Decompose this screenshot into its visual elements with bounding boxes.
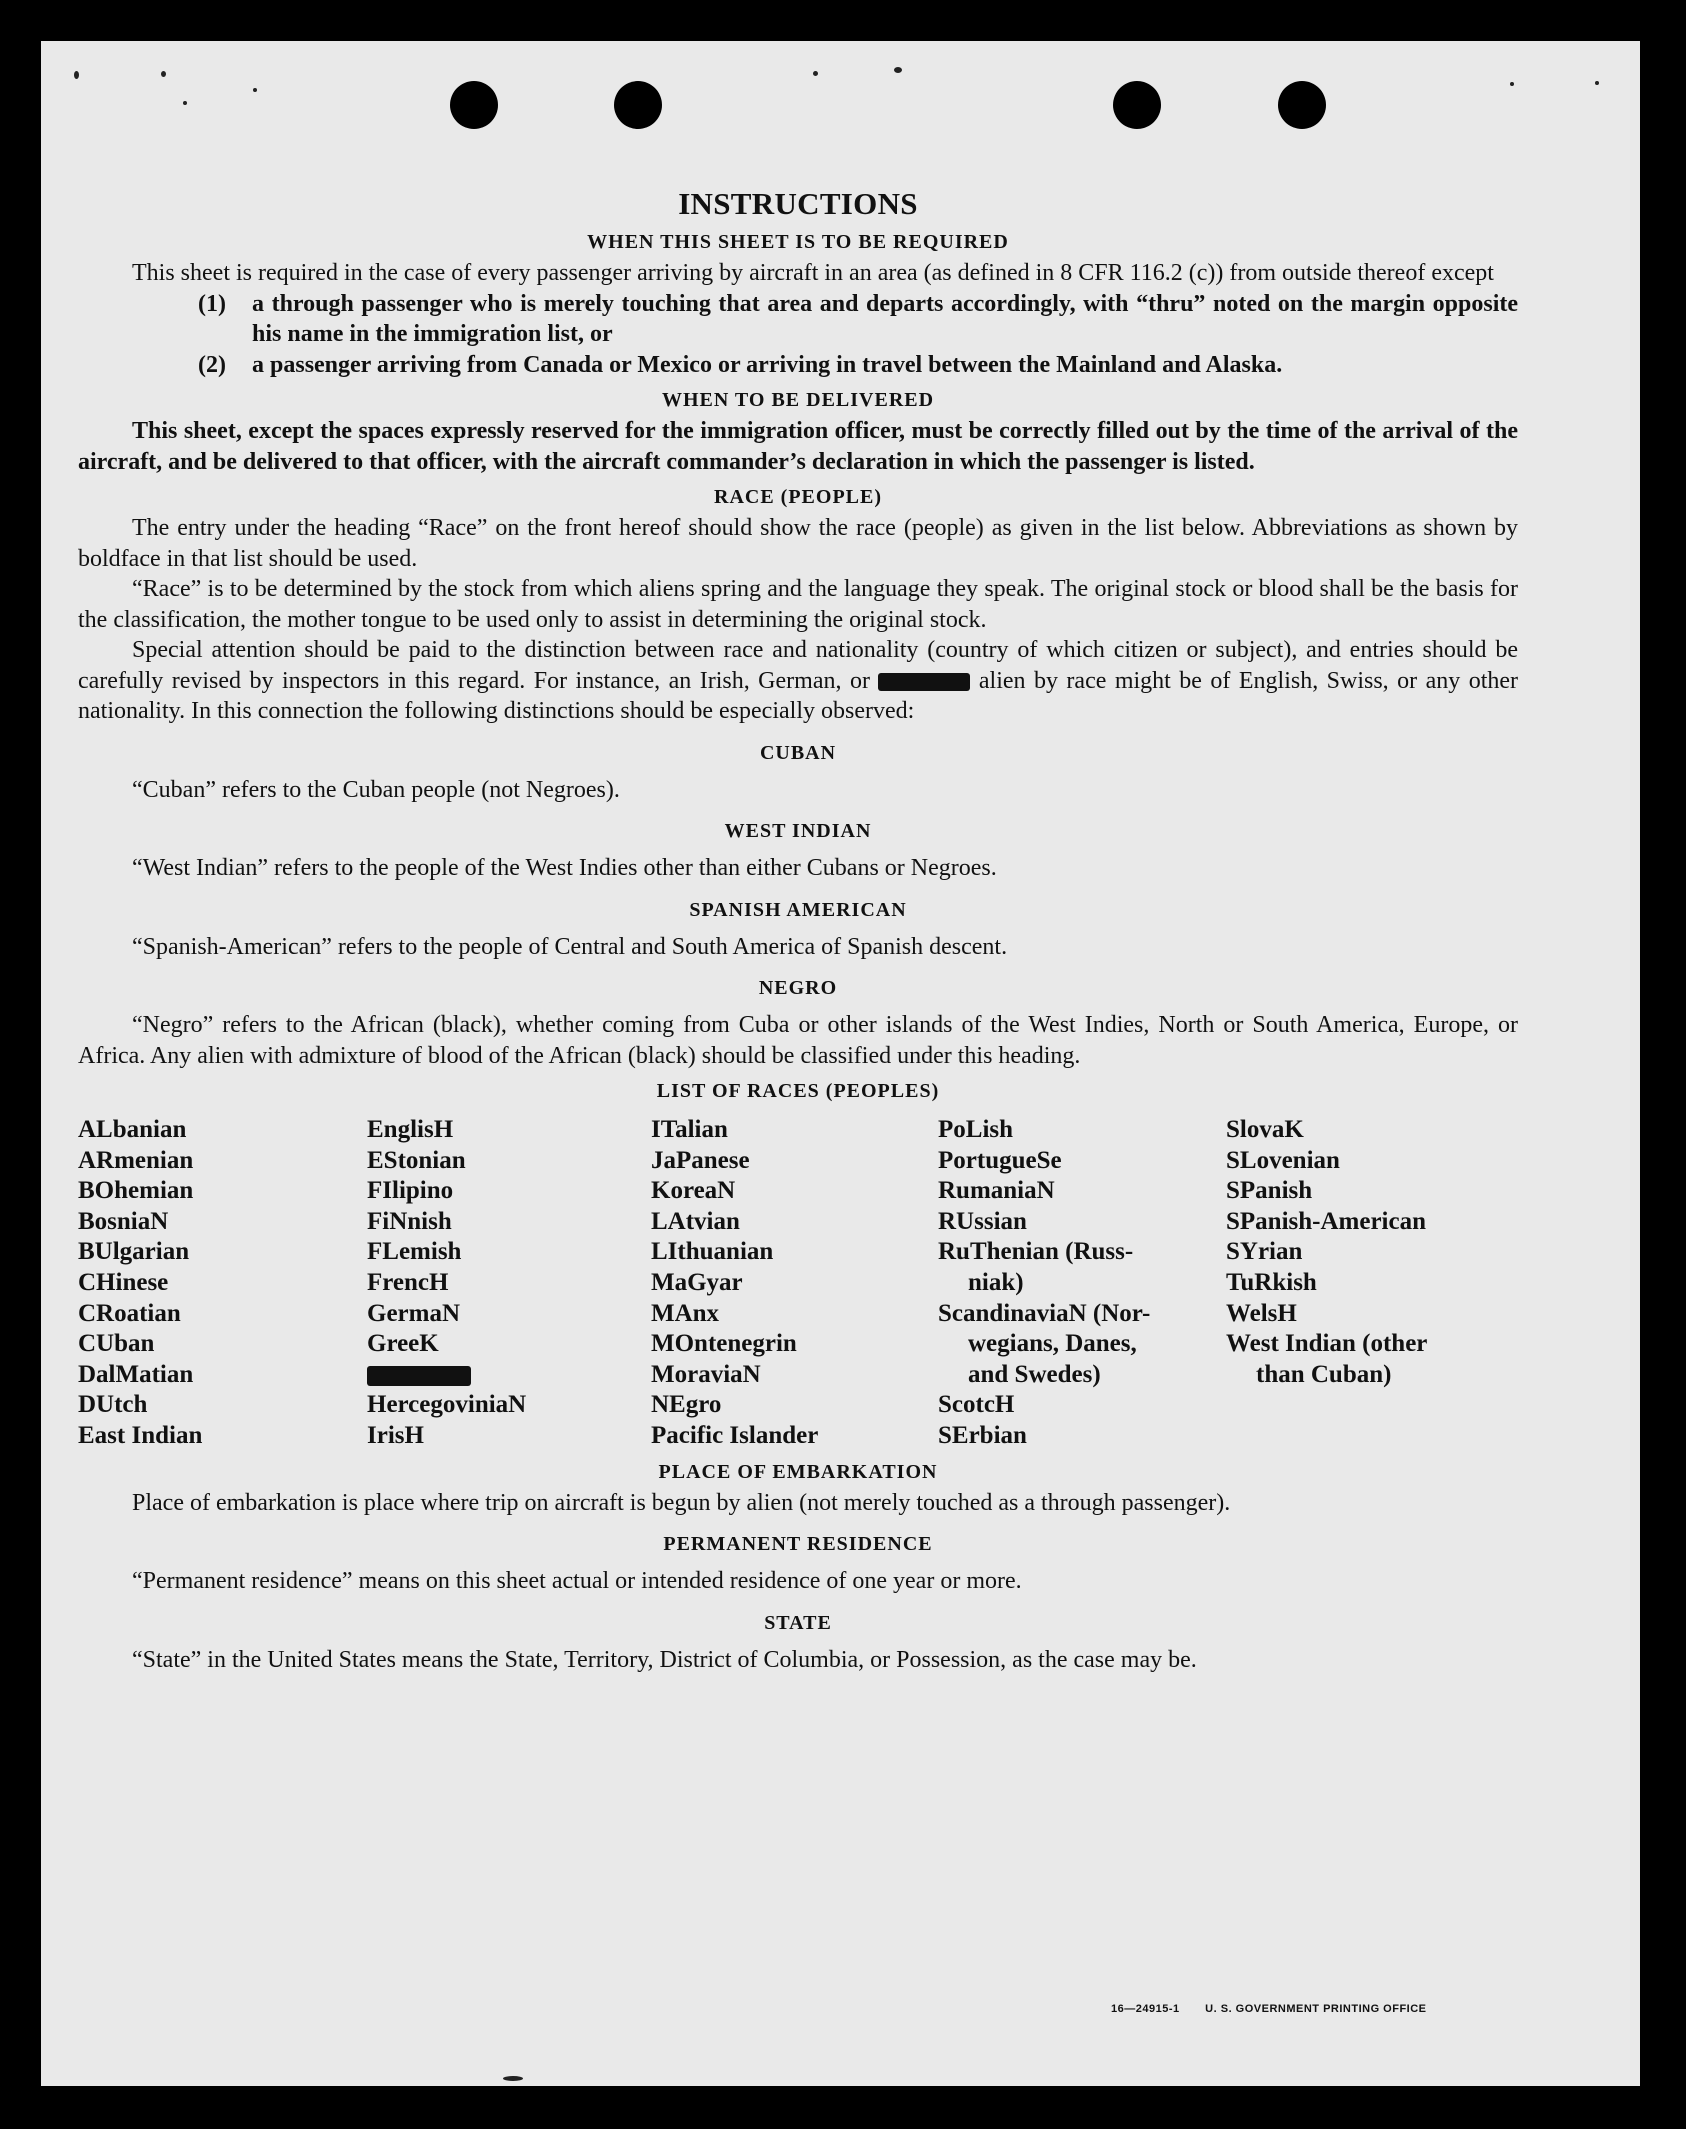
race-entry: IrisH xyxy=(367,1421,424,1449)
speck xyxy=(503,2076,523,2081)
paragraph: “Spanish-American” refers to the people of Central and South America of Spanish descent. xyxy=(132,933,1008,960)
section-heading: RACE (PEOPLE) xyxy=(714,486,882,508)
race-entry: SPanish xyxy=(1226,1177,1313,1205)
document-sheet xyxy=(41,41,1640,2086)
race-entry: KoreaN xyxy=(651,1177,736,1205)
punch-hole xyxy=(1278,81,1326,129)
race-entry: ARmenian xyxy=(78,1146,194,1174)
paragraph: The entry under the heading “Race” on the front hereof should show the race (people) as given in the list below. Abbreviations as shown by boldface in that list should be used. xyxy=(78,515,1518,572)
paragraph-part: Special attention should be paid to the distinction between race and nationality (country of which citizen or subject), and entries should be carefully revised by inspectors in this regard. For instance, an Irish, German, or xyxy=(78,637,1518,694)
race-entry: LAtvian xyxy=(651,1207,740,1235)
race-entry: CHinese xyxy=(78,1268,169,1296)
race-entry: SLovenian xyxy=(1226,1146,1340,1174)
race-entry: CUban xyxy=(78,1330,155,1358)
race-entry: LIthuanian xyxy=(651,1238,774,1266)
race-entry: EnglisH xyxy=(367,1116,454,1143)
speck xyxy=(161,71,166,77)
race-entry: BOhemian xyxy=(78,1177,194,1205)
race-entry: SlovaK xyxy=(1226,1116,1304,1143)
race-entry: EStonian xyxy=(367,1146,466,1174)
races-column xyxy=(938,1115,1226,1452)
punch-hole xyxy=(1113,81,1161,129)
paragraph: “Race” is to be determined by the stock from which aliens spring and the language they speak. The original stock or blood shall be the basis for the classification, the mother tongue to be used only to assist in determining the original stock. xyxy=(78,576,1518,633)
punch-hole xyxy=(614,81,662,129)
paragraph: This sheet, except the spaces expressly reserved for the immigration officer, must be correctly filled out by the time of the arrival of the aircraft, and be delivered to that officer, with the aircraft commander’s declaration in which the passenger is listed. xyxy=(78,418,1518,475)
speck xyxy=(1595,81,1599,85)
race-entry: GreeK xyxy=(367,1330,439,1358)
item-text: a through passenger who is merely touching that area and departs accordingly, with “thru” noted on the margin opposite his name in the immigration list, or xyxy=(252,290,1518,347)
paragraph: “Permanent residence” means on this sheet actual or intended residence of one year or more. xyxy=(132,1568,1022,1595)
race-entry: MoraviaN xyxy=(651,1360,761,1388)
race-entry: FiNnish xyxy=(367,1207,452,1235)
race-entry: SYrian xyxy=(1226,1238,1303,1266)
race-entry-continued: and Swedes) xyxy=(968,1360,1101,1388)
race-entry: SPanish-American xyxy=(1226,1207,1426,1235)
races-list xyxy=(78,1115,1518,1452)
race-entry: RUssian xyxy=(938,1207,1027,1235)
speck xyxy=(813,71,818,76)
list-item xyxy=(78,289,1518,350)
speck xyxy=(74,71,79,79)
item-text: a passenger arriving from Canada or Mexico or arriving in travel between the Mainland and Alaska. xyxy=(252,351,1283,378)
section-heading: STATE xyxy=(764,1611,832,1634)
redacted-entry xyxy=(367,1360,651,1391)
instructions-body xyxy=(78,186,1518,1675)
race-entry: HercegoviniaN xyxy=(367,1391,527,1419)
section-heading: WHEN TO BE DELIVERED xyxy=(661,389,935,411)
races-column xyxy=(78,1115,367,1452)
race-entry-continued: than Cuban) xyxy=(1256,1360,1392,1388)
race-entry: RuThenian (Russ- xyxy=(938,1238,1134,1266)
race-entry: BUlgarian xyxy=(78,1238,190,1266)
form-footer xyxy=(1111,2003,1449,2015)
race-entry: MaGyar xyxy=(651,1268,743,1296)
race-entry: MAnx xyxy=(651,1299,720,1327)
race-entry: PoLish xyxy=(938,1116,1014,1143)
race-entry: NEgro xyxy=(651,1391,722,1419)
race-entry: West Indian (other xyxy=(1226,1330,1428,1358)
race-entry: MOntenegrin xyxy=(651,1330,797,1358)
race-entry: FrencH xyxy=(367,1268,449,1296)
redaction-mark xyxy=(878,673,970,691)
redaction-mark xyxy=(367,1366,471,1386)
section-heading: NEGRO xyxy=(758,977,838,999)
race-entry: ScotcH xyxy=(938,1391,1015,1419)
item-number: (1) xyxy=(198,290,226,317)
paragraph: This sheet is required in the case of every passenger arriving by aircraft in an area (as defined in 8 CFR 116.2 (c)) from outside thereof except xyxy=(132,260,1494,286)
paragraph: “Negro” refers to the African (black), whether coming from Cuba or other islands of the West Indies, North or South America, Europe, or Africa. Any alien with admixture of blood of the African (black) should be classified under this heading. xyxy=(78,1012,1518,1069)
race-entry: ALbanian xyxy=(78,1116,187,1143)
section-heading: WEST INDIAN xyxy=(724,820,872,842)
speck xyxy=(183,101,187,105)
paragraph-part: alien by race might be of English, Swiss, or any other nationality. In this connection the following distinctions should be especially observed: xyxy=(78,667,1519,724)
section-heading: PERMANENT RESIDENCE xyxy=(663,1533,933,1556)
section-heading: PLACE OF EMBARKATION xyxy=(658,1460,938,1483)
race-entry: CRoatian xyxy=(78,1299,181,1327)
item-number: (2) xyxy=(198,351,226,378)
paragraph: “Cuban” refers to the Cuban people (not Negroes). xyxy=(132,776,620,803)
paragraph: “West Indian” refers to the people of the West Indies other than either Cubans or Negroes. xyxy=(132,855,997,881)
race-entry: SErbian xyxy=(938,1421,1027,1449)
paragraph: “State” in the United States means the State, Territory, District of Columbia, or Possession, as the case may be. xyxy=(132,1646,1197,1673)
races-column xyxy=(367,1115,651,1452)
race-entry: Pacific Islander xyxy=(651,1421,819,1449)
section-heading: CUBAN xyxy=(759,741,837,764)
printer-imprint: U. S. GOVERNMENT PRINTING OFFICE xyxy=(1205,2003,1427,2015)
list-item xyxy=(78,350,1518,381)
race-entry-continued: wegians, Danes, xyxy=(968,1330,1137,1358)
races-column xyxy=(1226,1115,1518,1452)
race-entry: PortugueSe xyxy=(938,1146,1062,1174)
race-entry: DUtch xyxy=(78,1391,148,1419)
race-entry-continued: niak) xyxy=(968,1268,1024,1296)
section-heading: LIST OF RACES (PEOPLES) xyxy=(656,1080,940,1102)
race-entry: GermaN xyxy=(367,1299,461,1327)
race-entry: FLemish xyxy=(367,1238,462,1266)
race-entry: ScandinaviaN (Nor- xyxy=(938,1299,1151,1327)
race-entry: TuRkish xyxy=(1226,1268,1317,1296)
race-entry: DalMatian xyxy=(78,1360,194,1388)
section-heading: SPANISH AMERICAN xyxy=(689,898,907,921)
race-entry: RumaniaN xyxy=(938,1177,1055,1205)
race-entry: JaPanese xyxy=(651,1146,750,1174)
paragraph: Place of embarkation is place where trip on aircraft is begun by alien (not merely touched as a through passenger). xyxy=(132,1489,1231,1516)
page-title: INSTRUCTIONS xyxy=(678,186,918,221)
speck xyxy=(894,67,902,73)
punch-hole xyxy=(450,81,498,129)
paragraph xyxy=(78,635,1518,727)
races-column xyxy=(651,1115,938,1452)
race-entry: ITalian xyxy=(651,1116,728,1143)
speck xyxy=(253,88,257,92)
section-heading: WHEN THIS SHEET IS TO BE REQUIRED xyxy=(587,231,1009,253)
speck xyxy=(1510,82,1514,86)
race-entry: East Indian xyxy=(78,1421,203,1449)
race-entry: FIlipino xyxy=(367,1177,454,1205)
race-entry: WelsH xyxy=(1226,1299,1297,1327)
race-entry: BosniaN xyxy=(78,1207,169,1235)
form-number: 16—24915-1 xyxy=(1111,2003,1180,2015)
